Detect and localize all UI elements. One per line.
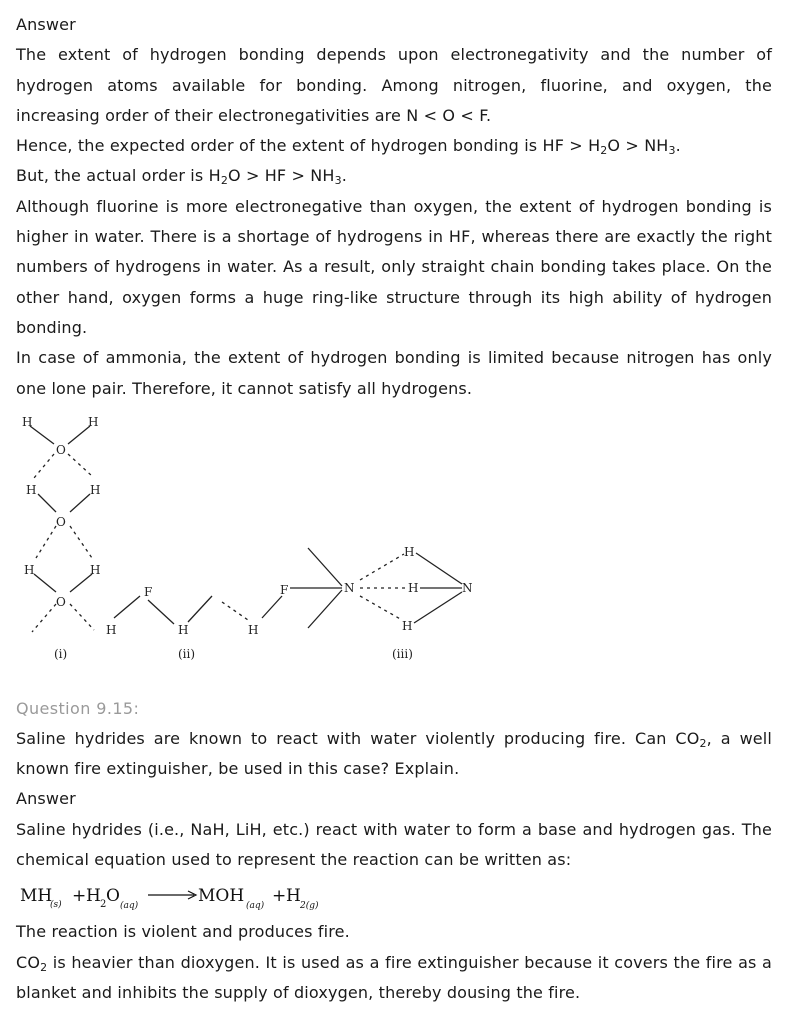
atom-label: H — [248, 622, 259, 637]
eq-h2-state: 2(g) — [300, 901, 319, 912]
eq-mh: MH — [20, 886, 53, 907]
atom-label: H — [24, 562, 35, 577]
explanation-paragraph: Although fluorine is more electronegative than oxygen, the extent of hydrogen bonding is higher in water. There is a shortage of hydrogens in HF, whereas there are exactly the right numbers of hydrogens in water. As a result, only straight chain bonding takes place. On the other hand, oxygen forms a huge ring-like structure through its high ability of hydrogen bonding. — [16, 196, 772, 337]
actual-order-line: But, the actual order is $H_2O$ > HF > $NH_3$. — [16, 166, 348, 188]
atom-label: F — [144, 584, 153, 599]
answer-heading-2: Answer — [16, 789, 76, 809]
hydrogen-bonding-diagram — [16, 408, 516, 676]
atom-label: H — [90, 562, 101, 577]
atom-label: H — [178, 622, 189, 637]
atom-label: H — [88, 414, 99, 429]
eq-plus: + — [72, 886, 87, 907]
atom-label: H — [90, 482, 101, 497]
atom-label: O — [56, 594, 66, 609]
atom-label: O — [56, 442, 66, 457]
figure-label-iii: (iii) — [392, 646, 413, 661]
violent-reaction-line: The reaction is violent and produces fire. — [16, 922, 350, 942]
eq-plus: + — [272, 886, 287, 907]
expected-order-line: Hence, the expected order of the extent of hydrogen bonding is HF > $H_2O > NH_3$. — [16, 136, 681, 158]
eq-h2o-state: (aq) — [120, 901, 139, 912]
eq-moh-state: (aq) — [246, 901, 265, 912]
atom-label: H — [26, 482, 37, 497]
atom-label: H — [408, 580, 419, 595]
eq-mh-state: (s) — [50, 900, 62, 911]
atom-label: F — [280, 582, 289, 597]
question-heading: Question 9.15: — [16, 698, 140, 718]
equation-figure — [16, 879, 346, 917]
co2-paragraph: $CO_2$ is heavier than dioxygen. It is used as a fire extinguisher because it covers the fire as a blanket and inhibits the supply of dioxygen, thereby dousing the fire. — [16, 952, 772, 1002]
saline-hydrides-paragraph: Saline hydrides (i.e., NaH, LiH, etc.) react with water to form a base and hydrogen gas. The chemical equation used to represent the reaction can be written as: — [16, 819, 772, 870]
atom-label: N — [462, 580, 473, 595]
atom-label: H — [402, 618, 413, 633]
atom-label: H — [22, 414, 33, 429]
document-page — [16, 10, 772, 1008]
atom-label: O — [56, 514, 66, 529]
hydrogen-bonding-figure — [16, 408, 516, 676]
atom-label: H — [404, 544, 415, 559]
figure-label-i: (i) — [54, 646, 68, 661]
answer-paragraph: The extent of hydrogen bonding depends upon electronegativity and the number of hydrogen atoms available for bonding. Among nitrogen, fluorine, and oxygen, the increasing order of their electronegativities are N < O < F. — [16, 45, 772, 125]
atom-label: N — [344, 580, 355, 595]
eq-h2: H — [286, 886, 301, 907]
atom-label: H — [106, 622, 117, 637]
eq-o: O — [106, 886, 120, 907]
figure-label-ii: (ii) — [178, 646, 196, 661]
eq-h-sub: 2 — [100, 899, 107, 911]
eq-moh: MOH — [198, 886, 245, 907]
ammonia-paragraph: In case of ammonia, the extent of hydrogen bonding is limited because nitrogen has only one lone pair. Therefore, it cannot satisfy all hydrogens. — [16, 348, 772, 398]
question-text: Saline hydrides are known to react with water violently producing fire. Can $CO_2$, a well known fire extinguisher, be used in this case? Explain. — [16, 728, 772, 779]
answer-heading: Answer — [16, 15, 76, 34]
chemical-equation — [16, 879, 346, 917]
eq-h: H — [86, 886, 101, 907]
